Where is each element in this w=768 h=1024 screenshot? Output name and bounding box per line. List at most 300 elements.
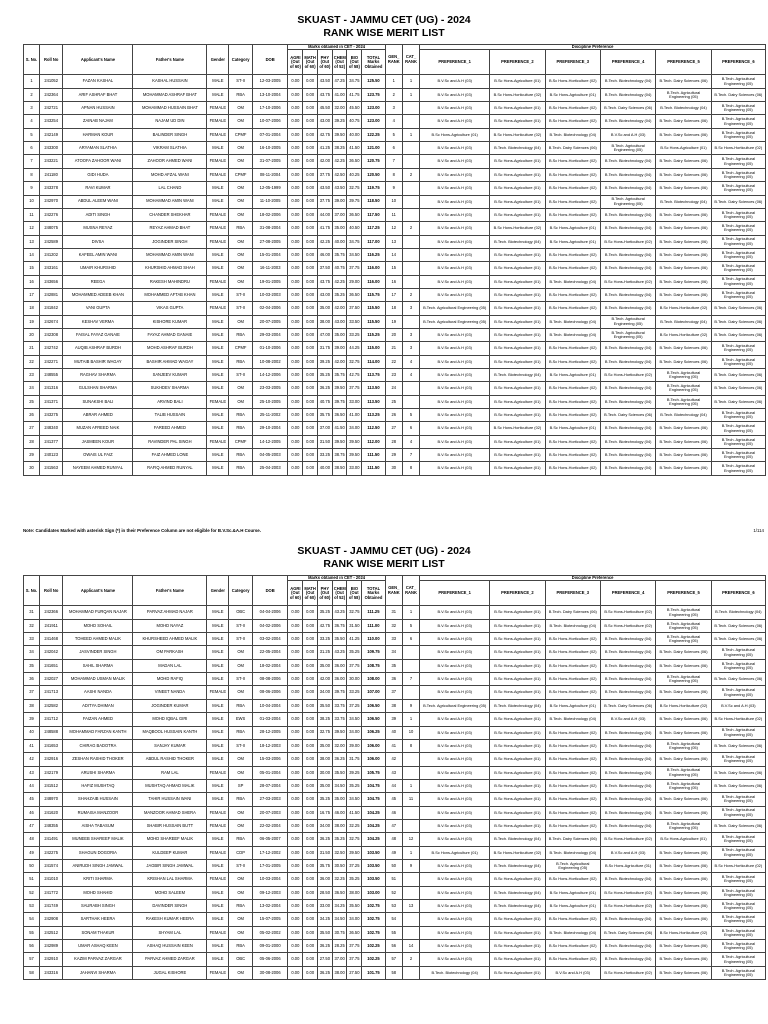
bio-marks: 40.75 bbox=[347, 115, 362, 128]
merit-table bbox=[23, 44, 766, 476]
serial-number: 7 bbox=[24, 155, 40, 168]
agri-marks: 0.00 bbox=[288, 75, 303, 88]
preference-5: B.Tech. Dairy Sciences (06) bbox=[656, 235, 711, 248]
col-header-phy: PHY (Out of 60) bbox=[317, 581, 332, 606]
preference-5: B.Tech. Dairy Sciences (06) bbox=[656, 155, 711, 168]
father-name: JOGINDER SINGH bbox=[133, 235, 207, 248]
preference-2: B.Sc Hons-Agriculture (01) bbox=[490, 913, 545, 926]
preference-6: B.Tech. Dairy Sciences (06) bbox=[711, 619, 765, 632]
preference-5: B.Tech. Dairy Sciences (06) bbox=[656, 726, 711, 739]
gen-rank: 38 bbox=[385, 699, 402, 712]
cat-rank bbox=[402, 195, 419, 208]
gender: FEMALE bbox=[207, 302, 229, 315]
preference-4: B.Tech. Biotechnology (04) bbox=[600, 633, 655, 646]
category: OM bbox=[229, 806, 252, 819]
phy-marks: 37.75 bbox=[317, 168, 332, 181]
applicant-name: SAHIL SHARMA bbox=[63, 659, 133, 672]
cat-rank bbox=[402, 275, 419, 288]
math-marks: 0.00 bbox=[303, 940, 318, 953]
math-marks: 0.00 bbox=[303, 726, 318, 739]
preference-1: B.V.Sc and A.H (03) bbox=[420, 382, 490, 395]
gen-rank: 52 bbox=[385, 886, 402, 899]
preference-6: B.V.Sc and A.H (03) bbox=[711, 699, 765, 712]
applicant-name: SHAGUN DOGORIA bbox=[63, 846, 133, 859]
bio-marks: 34.00 bbox=[347, 726, 362, 739]
agri-marks: 0.00 bbox=[288, 619, 303, 632]
preference-5: B.Tech. Dairy Sciences (06) bbox=[656, 686, 711, 699]
roll-number: 248588 bbox=[39, 726, 62, 739]
roll-number: 242589 bbox=[39, 235, 62, 248]
preference-2: B.Tech. Biotechnology (04) bbox=[490, 235, 545, 248]
gen-rank: 14 bbox=[385, 248, 402, 261]
dob: 17-01-2005 bbox=[252, 859, 288, 872]
preference-6: B.Tech. Agricultural Engineering (05) bbox=[711, 462, 765, 475]
cat-rank bbox=[402, 235, 419, 248]
category: OM bbox=[229, 115, 252, 128]
gender: MALE bbox=[207, 940, 229, 953]
preference-2: B.Sc Hons-Agriculture (01) bbox=[490, 926, 545, 939]
total-marks: 113.25 bbox=[362, 409, 385, 422]
preference-3: B.Tech. Biotechnology (04) bbox=[545, 315, 600, 328]
bio-marks: 32.75 bbox=[347, 355, 362, 368]
gen-rank: 18 bbox=[385, 302, 402, 315]
roll-number: 242989 bbox=[39, 940, 62, 953]
serial-number: 55 bbox=[24, 926, 40, 939]
preference-3: B.Sc Hons-Horticulture (02) bbox=[545, 155, 600, 168]
applicant-name: ADITYA DHIMAN bbox=[63, 699, 133, 712]
preference-5: B.Tech. Agricultural Engineering (05) bbox=[656, 382, 711, 395]
applicant-name: KAZIM PARVAZ ZARGAR bbox=[63, 953, 133, 966]
bio-marks: 37.75 bbox=[347, 382, 362, 395]
math-marks: 0.00 bbox=[303, 195, 318, 208]
preference-6: B.Tech. Agricultural Engineering (05) bbox=[711, 726, 765, 739]
gender: FEMALE bbox=[207, 766, 229, 779]
table-row bbox=[24, 195, 766, 208]
father-name: MANZOOR AHMAD SHERA bbox=[133, 806, 207, 819]
serial-number: 44 bbox=[24, 779, 40, 792]
preference-4: B.Tech. Biotechnology (04) bbox=[600, 779, 655, 792]
gender: FEMALE bbox=[207, 686, 229, 699]
math-marks: 0.00 bbox=[303, 275, 318, 288]
phy-marks: 35.00 bbox=[317, 739, 332, 752]
eligibility-note: Note: Candidates Marked with asterisk Sign (*) in their Preference Column are not eligible for B.V.Sc.&A.H Course. bbox=[23, 528, 261, 533]
math-marks: 0.00 bbox=[303, 673, 318, 686]
gen-rank: 6 bbox=[385, 142, 402, 155]
col-header-gender: Gender bbox=[207, 45, 229, 75]
agri-marks: 0.00 bbox=[288, 793, 303, 806]
dob: 05-06-2006 bbox=[252, 953, 288, 966]
preference-4: B.Tech. Biotechnology (04) bbox=[600, 155, 655, 168]
bio-marks: 42.75 bbox=[347, 368, 362, 381]
preference-2: B.Sc Hons-Agriculture (01) bbox=[490, 208, 545, 221]
bio-marks: 38.00 bbox=[347, 886, 362, 899]
preference-5: B.Tech. Dairy Sciences (06) bbox=[656, 886, 711, 899]
roll-number: 242271 bbox=[39, 355, 62, 368]
preference-6: B.Tech. Agricultural Engineering (05) bbox=[711, 806, 765, 819]
col-header-math: MATH (Out of 60) bbox=[303, 581, 318, 606]
preference-3: B.Sc Hons-Horticulture (02) bbox=[545, 779, 600, 792]
phy-marks: 32.75 bbox=[317, 726, 332, 739]
dob: 01-10-2006 bbox=[252, 342, 288, 355]
preference-6: B.Tech. Agricultural Engineering (05) bbox=[711, 75, 765, 88]
bio-marks: 45.50 bbox=[347, 102, 362, 115]
applicant-name: MOHD SHAHID bbox=[63, 886, 133, 899]
preference-5: B.Sc Hons-Agriculture (01) bbox=[656, 833, 711, 846]
preference-6: B.Tech. Agricultural Engineering (05) bbox=[711, 793, 765, 806]
applicant-name: ADITI SINGH bbox=[63, 208, 133, 221]
table-row bbox=[24, 926, 766, 939]
dob: 07-01-2004 bbox=[252, 128, 288, 141]
roll-number: 242721 bbox=[39, 102, 62, 115]
gen-rank: 29 bbox=[385, 449, 402, 462]
applicant-name: JAHANVI SHARMA bbox=[63, 966, 133, 979]
gender: MALE bbox=[207, 449, 229, 462]
chem-marks: 35.25 bbox=[332, 288, 347, 301]
preference-1: B.V.Sc and A.H (03) bbox=[420, 449, 490, 462]
preference-2: B.Sc Hons-Agriculture (01) bbox=[490, 739, 545, 752]
gender: MALE bbox=[207, 753, 229, 766]
agri-marks: 0.00 bbox=[288, 606, 303, 619]
preference-2: B.Sc Hons-Agriculture (01) bbox=[490, 382, 545, 395]
gender: MALE bbox=[207, 713, 229, 726]
preference-6: B.Tech. Agricultural Engineering (05) bbox=[711, 953, 765, 966]
phy-marks: 37.50 bbox=[317, 262, 332, 275]
preference-6: B.Tech. Agricultural Engineering (05) bbox=[711, 646, 765, 659]
preference-1: B.V.Sc and A.H (03) bbox=[420, 288, 490, 301]
math-marks: 0.00 bbox=[303, 606, 318, 619]
col-header-pref2: PREFERENCE_2 bbox=[490, 581, 545, 606]
preference-6: B.Tech. Agricultural Engineering (05) bbox=[711, 659, 765, 672]
preference-5: B.Tech. Dairy Sciences (06) bbox=[656, 222, 711, 235]
dob: 17-10-2006 bbox=[252, 102, 288, 115]
preference-2: B.Sc Hons-Agriculture (01) bbox=[490, 873, 545, 886]
gender: FEMALE bbox=[207, 819, 229, 832]
table-row bbox=[24, 355, 766, 368]
math-marks: 0.00 bbox=[303, 926, 318, 939]
applicant-name: UMAR ASHAQ KEEN bbox=[63, 940, 133, 953]
bio-marks: 33.25 bbox=[347, 328, 362, 341]
gen-rank: 7 bbox=[385, 155, 402, 168]
preference-1: B.V.Sc and A.H (03) bbox=[420, 753, 490, 766]
preference-5: B.Sc Hons-Horticulture (02) bbox=[656, 699, 711, 712]
preference-3: B.Sc Hons-Horticulture (02) bbox=[545, 646, 600, 659]
gender: MALE bbox=[207, 726, 229, 739]
dob: 09-12-2003 bbox=[252, 886, 288, 899]
gen-rank: 1 bbox=[385, 75, 402, 88]
cat-rank: 6 bbox=[402, 633, 419, 646]
preference-1: B.V.Sc and A.H (03) bbox=[420, 235, 490, 248]
phy-marks: 43.50 bbox=[317, 182, 332, 195]
father-name: RAKESH MAHINDRU bbox=[133, 275, 207, 288]
bio-marks: 41.50 bbox=[347, 142, 362, 155]
table-row bbox=[24, 606, 766, 619]
preference-6: B.Tech. Dairy Sciences (06) bbox=[711, 302, 765, 315]
father-name: ARVIND BALI bbox=[133, 395, 207, 408]
roll-number: 242149 bbox=[39, 128, 62, 141]
agri-marks: 0.00 bbox=[288, 435, 303, 448]
gen-rank: 50 bbox=[385, 859, 402, 872]
preference-3: B.Sc Hons-Horticulture (02) bbox=[545, 739, 600, 752]
gen-rank: 35 bbox=[385, 659, 402, 672]
preference-3: B.Sc Hons-Agriculture (01) bbox=[545, 222, 600, 235]
chem-marks: 35.75 bbox=[332, 248, 347, 261]
preference-6: B.Tech. Dairy Sciences (06) bbox=[711, 368, 765, 381]
agri-marks: 0.00 bbox=[288, 766, 303, 779]
roll-number: 243161 bbox=[39, 262, 62, 275]
applicant-name: ZAINAB NAJAM bbox=[63, 115, 133, 128]
cat-rank: 3 bbox=[402, 328, 419, 341]
serial-number: 47 bbox=[24, 819, 40, 832]
preference-6: B.Tech. Agricultural Engineering (05) bbox=[711, 248, 765, 261]
preference-2: B.Sc Hons-Agriculture (01) bbox=[490, 115, 545, 128]
cat-rank: 2 bbox=[402, 168, 419, 181]
chem-marks: 42.00 bbox=[332, 302, 347, 315]
agri-marks: 0.00 bbox=[288, 940, 303, 953]
bio-marks: 32.75 bbox=[347, 606, 362, 619]
gen-rank: 56 bbox=[385, 940, 402, 953]
cat-rank: 5 bbox=[402, 409, 419, 422]
math-marks: 0.00 bbox=[303, 328, 318, 341]
math-marks: 0.00 bbox=[303, 382, 318, 395]
roll-number: 241842 bbox=[39, 302, 62, 315]
applicant-name: NAYEEM AHMED RUNYAL bbox=[63, 462, 133, 475]
preference-6: B.Tech. Dairy Sciences (06) bbox=[711, 195, 765, 208]
roll-number: 241712 bbox=[39, 713, 62, 726]
preference-3: B.Sc Hons-Horticulture (02) bbox=[545, 302, 600, 315]
applicant-name: SARTHAK HEERA bbox=[63, 913, 133, 926]
agri-marks: 0.00 bbox=[288, 128, 303, 141]
father-name: MOHD ASHRAF BURDH bbox=[133, 342, 207, 355]
preference-5: B.Tech. Dairy Sciences (06) bbox=[656, 913, 711, 926]
preference-3: B.Sc Hons-Horticulture (02) bbox=[545, 355, 600, 368]
gender: FEMALE bbox=[207, 235, 229, 248]
dob: 08-11-2004 bbox=[252, 168, 288, 181]
chem-marks: 46.00 bbox=[332, 806, 347, 819]
preference-2: B.Sc Hons-Agriculture (01) bbox=[490, 673, 545, 686]
gender: MALE bbox=[207, 953, 229, 966]
preference-3: B.Sc Hons-Horticulture (02) bbox=[545, 819, 600, 832]
preference-2: B.Sc Hons-Agriculture (01) bbox=[490, 315, 545, 328]
preference-1: B.V.Sc and A.H (03) bbox=[420, 342, 490, 355]
phy-marks: 34.00 bbox=[317, 686, 332, 699]
applicant-name: DIVSA bbox=[63, 235, 133, 248]
roll-number: 242366 bbox=[39, 606, 62, 619]
father-name: ASHAQ HUSSAIN KEEN bbox=[133, 940, 207, 953]
preference-1: B.V.Sc and A.H (03) bbox=[420, 275, 490, 288]
preference-2: B.Sc Hons-Agriculture (01) bbox=[490, 779, 545, 792]
gen-rank: 20 bbox=[385, 328, 402, 341]
phy-marks: 16.75 bbox=[317, 806, 332, 819]
marks-group-header: Marks obtained in CET - 2024 bbox=[288, 576, 385, 581]
chem-marks: 37.00 bbox=[332, 208, 347, 221]
chem-marks: 39.00 bbox=[332, 195, 347, 208]
total-marks: 113.50 bbox=[362, 382, 385, 395]
dob: 25-04-2003 bbox=[252, 462, 288, 475]
preference-4: B.Tech. Biotechnology (04) bbox=[600, 355, 655, 368]
preference-3: B.Sc Hons-Horticulture (02) bbox=[545, 435, 600, 448]
cat-rank bbox=[402, 766, 419, 779]
chem-marks: 39.75 bbox=[332, 395, 347, 408]
preference-3: B.Sc Hons-Agriculture (01) bbox=[545, 235, 600, 248]
gender: FEMALE bbox=[207, 926, 229, 939]
roll-number: 241052 bbox=[39, 75, 62, 88]
preference-6: B.Tech. Agricultural Engineering (05) bbox=[711, 449, 765, 462]
total-marks: 103.00 bbox=[362, 886, 385, 899]
agri-marks: 0.00 bbox=[288, 633, 303, 646]
dob: 15-03-2006 bbox=[252, 753, 288, 766]
gen-rank: 42 bbox=[385, 753, 402, 766]
serial-number: 25 bbox=[24, 395, 40, 408]
gen-rank: 55 bbox=[385, 926, 402, 939]
serial-number: 39 bbox=[24, 713, 40, 726]
gen-rank: 51 bbox=[385, 873, 402, 886]
preference-4: B.Tech. Biotechnology (04) bbox=[600, 913, 655, 926]
preference-4: B.Tech. Biotechnology (04) bbox=[600, 819, 655, 832]
preference-3: B.Sc Hons-Horticulture (02) bbox=[545, 75, 600, 88]
preference-4: B.Sc Hons-Horticulture (02) bbox=[600, 833, 655, 846]
agri-marks: 0.00 bbox=[288, 142, 303, 155]
table-row bbox=[24, 248, 766, 261]
applicant-name: ATOOFA ZAHOOR WANI bbox=[63, 155, 133, 168]
gender: MALE bbox=[207, 88, 229, 101]
gender: MALE bbox=[207, 262, 229, 275]
father-name: KRISHAN LAL SHARMA bbox=[133, 873, 207, 886]
preference-5: B.Tech. Dairy Sciences (06) bbox=[656, 288, 711, 301]
preference-1: B.V.Sc and A.H (03) bbox=[420, 686, 490, 699]
roll-number: 243300 bbox=[39, 142, 62, 155]
roll-number: 242674 bbox=[39, 315, 62, 328]
preference-5: B.Tech. Agricultural Engineering (05) bbox=[656, 633, 711, 646]
chem-marks: 32.00 bbox=[332, 739, 347, 752]
preference-3: B.Sc Hons-Horticulture (02) bbox=[545, 395, 600, 408]
serial-number: 13 bbox=[24, 235, 40, 248]
gender: MALE bbox=[207, 886, 229, 899]
preference-5: B.Tech. Dairy Sciences (06) bbox=[656, 182, 711, 195]
gen-rank: 41 bbox=[385, 739, 402, 752]
agri-marks: 0.00 bbox=[288, 753, 303, 766]
preference-6: B.Tech. Agricultural Engineering (05) bbox=[711, 686, 765, 699]
category: OM bbox=[229, 395, 252, 408]
gen-rank: 40 bbox=[385, 726, 402, 739]
father-name: JUGAL KISHORE bbox=[133, 966, 207, 979]
total-marks: 102.25 bbox=[362, 940, 385, 953]
father-name: ZAHOOR AHMED WANI bbox=[133, 155, 207, 168]
bio-marks: 39.50 bbox=[347, 435, 362, 448]
table-row bbox=[24, 342, 766, 355]
preference-6: B.Tech. Agricultural Engineering (05) bbox=[711, 355, 765, 368]
gen-rank: 37 bbox=[385, 686, 402, 699]
cat-rank bbox=[402, 182, 419, 195]
math-marks: 0.00 bbox=[303, 846, 318, 859]
bio-marks: 44.25 bbox=[347, 342, 362, 355]
total-marks: 119.75 bbox=[362, 182, 385, 195]
serial-number: 30 bbox=[24, 462, 40, 475]
preference-2: B.Sc Hons-Horticulture (02) bbox=[490, 846, 545, 859]
preference-1: B.V.Sc and A.H (03) bbox=[420, 646, 490, 659]
father-name: MOHD SHAREEF MALIK bbox=[133, 833, 207, 846]
table-row bbox=[24, 739, 766, 752]
dob: 22-05-2004 bbox=[252, 646, 288, 659]
preference-6: B.Tech. Dairy Sciences (06) bbox=[711, 633, 765, 646]
agri-marks: 0.00 bbox=[288, 102, 303, 115]
applicant-name: REEGA bbox=[63, 275, 133, 288]
preference-4: B.Sc Hons-Horticulture (02) bbox=[600, 886, 655, 899]
preference-6: B.Tech. Agricultural Engineering (05) bbox=[711, 422, 765, 435]
preference-1: B.Tech. Agricultural Engineering (05) bbox=[420, 302, 490, 315]
dob: 05-01-2004 bbox=[252, 766, 288, 779]
chem-marks: 39.50 bbox=[332, 726, 347, 739]
category: RBA bbox=[229, 699, 252, 712]
applicant-name: MUZAN AFREED NAIK bbox=[63, 422, 133, 435]
col-header-bio: BIO (Out of 58) bbox=[347, 50, 362, 75]
gender: FEMALE bbox=[207, 168, 229, 181]
preference-1: B.Tech. Agricultural Engineering (05) bbox=[420, 315, 490, 328]
chem-marks: 42.50 bbox=[332, 168, 347, 181]
agri-marks: 0.00 bbox=[288, 355, 303, 368]
preference-2: B.Sc Hons-Agriculture (01) bbox=[490, 953, 545, 966]
gender: MALE bbox=[207, 659, 229, 672]
gen-rank: 10 bbox=[385, 195, 402, 208]
gen-rank: 36 bbox=[385, 673, 402, 686]
phy-marks: 41.25 bbox=[317, 142, 332, 155]
cat-rank: 3 bbox=[402, 342, 419, 355]
serial-number: 3 bbox=[24, 102, 40, 115]
total-marks: 122.25 bbox=[362, 128, 385, 141]
preference-5: B.Tech. Agricultural Engineering (05) bbox=[656, 606, 711, 619]
roll-number: 241316 bbox=[39, 382, 62, 395]
dob: 13-10-2004 bbox=[252, 88, 288, 101]
applicant-name: KAFEEL AMIN WANI bbox=[63, 248, 133, 261]
bio-marks: 32.25 bbox=[347, 819, 362, 832]
applicant-name: ABRAR AHMED bbox=[63, 409, 133, 422]
phy-marks: 42.00 bbox=[317, 673, 332, 686]
preference-1: B.V.Sc and A.H (03) bbox=[420, 899, 490, 912]
cat-rank bbox=[402, 395, 419, 408]
serial-number: 5 bbox=[24, 128, 40, 141]
preference-5: B.Tech. Dairy Sciences (06) bbox=[656, 168, 711, 181]
preference-4: B.Tech. Agricultural Engineering (05) bbox=[600, 315, 655, 328]
agri-marks: 0.00 bbox=[288, 739, 303, 752]
category: OM bbox=[229, 913, 252, 926]
roll-number: 241512 bbox=[39, 779, 62, 792]
serial-number: 58 bbox=[24, 966, 40, 979]
bio-marks: 40.25 bbox=[347, 168, 362, 181]
father-name: FAYAZ AHMAD GANAIE bbox=[133, 328, 207, 341]
cat-rank bbox=[402, 926, 419, 939]
roll-number: 248340 bbox=[39, 422, 62, 435]
preference-3: B.Sc Hons-Horticulture (02) bbox=[545, 382, 600, 395]
preference-3: B.Tech. Dairy Sciences (06) bbox=[545, 142, 600, 155]
preference-1: B.V.Sc and A.H (03) bbox=[420, 248, 490, 261]
serial-number: 41 bbox=[24, 739, 40, 752]
gen-rank: 23 bbox=[385, 368, 402, 381]
col-header-chem: CHEM (Out of 52) bbox=[332, 581, 347, 606]
math-marks: 0.00 bbox=[303, 686, 318, 699]
agri-marks: 0.00 bbox=[288, 222, 303, 235]
chem-marks: 35.00 bbox=[332, 793, 347, 806]
father-name: MOHD IQBAL GIRI bbox=[133, 713, 207, 726]
math-marks: 0.00 bbox=[303, 115, 318, 128]
serial-number: 1 bbox=[24, 75, 40, 88]
preference-2: B.Sc Hons-Agriculture (01) bbox=[490, 155, 545, 168]
table-row bbox=[24, 686, 766, 699]
dob: 31-07-2005 bbox=[252, 155, 288, 168]
category: RBA bbox=[229, 409, 252, 422]
applicant-name: JASVINDER SINGH bbox=[63, 646, 133, 659]
col-header-phy: PHY (Out of 60) bbox=[317, 50, 332, 75]
preference-4: B.Tech. Biotechnology (04) bbox=[600, 940, 655, 953]
preference-5: B.Tech. Agricultural Engineering (05) bbox=[656, 819, 711, 832]
